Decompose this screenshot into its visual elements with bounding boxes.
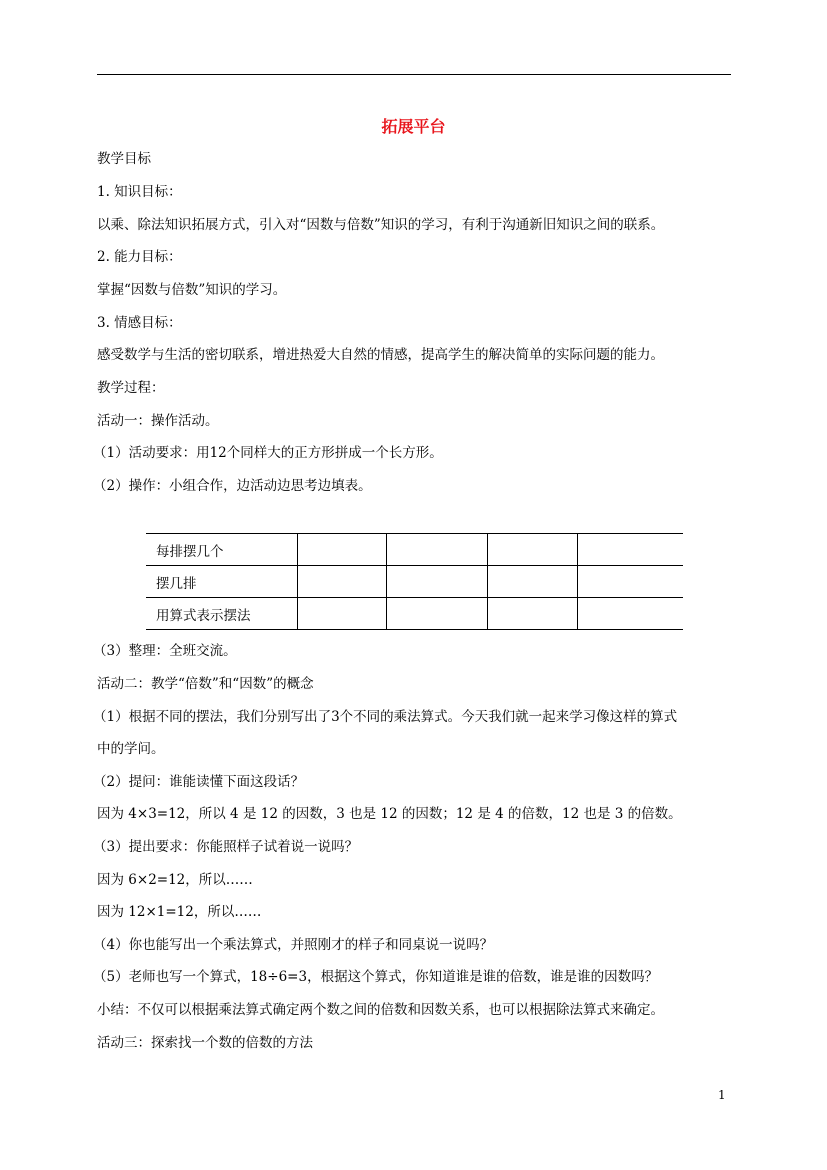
page-number: 1 bbox=[718, 1088, 726, 1102]
activity-two-step-5: （5）老师也写一个算式，18÷6=3，根据这个算式，你知道谁是谁的倍数，谁是谁的因数吗？ bbox=[93, 969, 659, 985]
activity-three-heading: 活动三：探索找一个数的倍数的方法 bbox=[97, 1035, 313, 1051]
activity-one-step-2: （2）操作：小组合作，边活动边思考边填表。 bbox=[93, 478, 372, 494]
summary: 小结：不仅可以根据乘法算式确定两个数之间的倍数和因数关系，也可以根据除法算式来确定。 bbox=[97, 1002, 664, 1018]
table-row-label: 每排摆几个 bbox=[146, 534, 298, 566]
activity-two-step-1-cont: 中的学问。 bbox=[97, 741, 165, 757]
goal-knowledge-text: 以乘、除法知识拓展方式，引入对“因数与倍数”知识的学习，有利于沟通新旧知识之间的联系。 bbox=[97, 217, 665, 233]
goal-emotion-text: 感受数学与生活的密切联系，增进热爱大自然的情感，提高学生的解决简单的实际问题的能力。 bbox=[97, 347, 664, 363]
table-cell bbox=[387, 566, 488, 598]
practice-line-1: 因为 6×2=12，所以…… bbox=[97, 872, 253, 888]
activity-two-heading: 活动二：教学“倍数”和“因数”的概念 bbox=[97, 676, 314, 692]
activity-two-step-3: （3）提出要求：你能照样子试着说一说吗？ bbox=[93, 839, 359, 855]
page-title: 拓展平台 bbox=[381, 117, 446, 136]
table-cell bbox=[387, 534, 488, 566]
table-cell bbox=[488, 534, 578, 566]
heading-teaching-process: 教学过程： bbox=[97, 380, 165, 396]
table-cell bbox=[488, 566, 578, 598]
goal-ability-heading: 2. 能力目标： bbox=[97, 249, 182, 265]
table-cell bbox=[298, 534, 387, 566]
table-row bbox=[146, 534, 683, 566]
goal-emotion-heading: 3. 情感目标： bbox=[97, 315, 182, 331]
goal-ability-text: 掌握“因数与倍数”知识的学习。 bbox=[97, 282, 287, 298]
activity-two-step-2: （2）提问：谁能读懂下面这段话？ bbox=[93, 774, 305, 790]
table-cell bbox=[298, 598, 387, 630]
goal-knowledge-heading: 1. 知识目标： bbox=[97, 184, 182, 200]
table-row-label: 摆几排 bbox=[146, 566, 298, 598]
table-cell bbox=[488, 598, 578, 630]
heading-teaching-goals: 教学目标 bbox=[97, 151, 151, 167]
practice-line-2: 因为 12×1=12，所以…… bbox=[97, 904, 262, 920]
example-sentence: 因为 4×3=12，所以 4 是 12 的因数，3 也是 12 的因数；12 是 4 的倍数，12 也是 3 的倍数。 bbox=[97, 806, 682, 822]
table-cell bbox=[578, 566, 684, 598]
table-cell bbox=[298, 566, 387, 598]
activity-two-step-1: （1）根据不同的摆法，我们分别写出了3个不同的乘法算式。今天我们就一起来学习像这样的算式 bbox=[93, 709, 678, 725]
activity-one-heading: 活动一：操作活动。 bbox=[97, 413, 219, 429]
header-rule bbox=[97, 74, 731, 75]
table-row bbox=[146, 566, 683, 598]
table-cell bbox=[578, 534, 684, 566]
table-row bbox=[146, 598, 683, 630]
table-row-label: 用算式表示摆法 bbox=[146, 598, 298, 630]
table-cell bbox=[578, 598, 684, 630]
table-cell bbox=[387, 598, 488, 630]
activity-one-step-3: （3）整理：全班交流。 bbox=[93, 643, 237, 659]
activity-one-step-1: （1）活动要求：用12个同样大的正方形拼成一个长方形。 bbox=[93, 445, 443, 461]
activity-table bbox=[146, 533, 683, 630]
activity-two-step-4: （4）你也能写出一个乘法算式，并照刚才的样子和同桌说一说吗？ bbox=[93, 937, 494, 953]
